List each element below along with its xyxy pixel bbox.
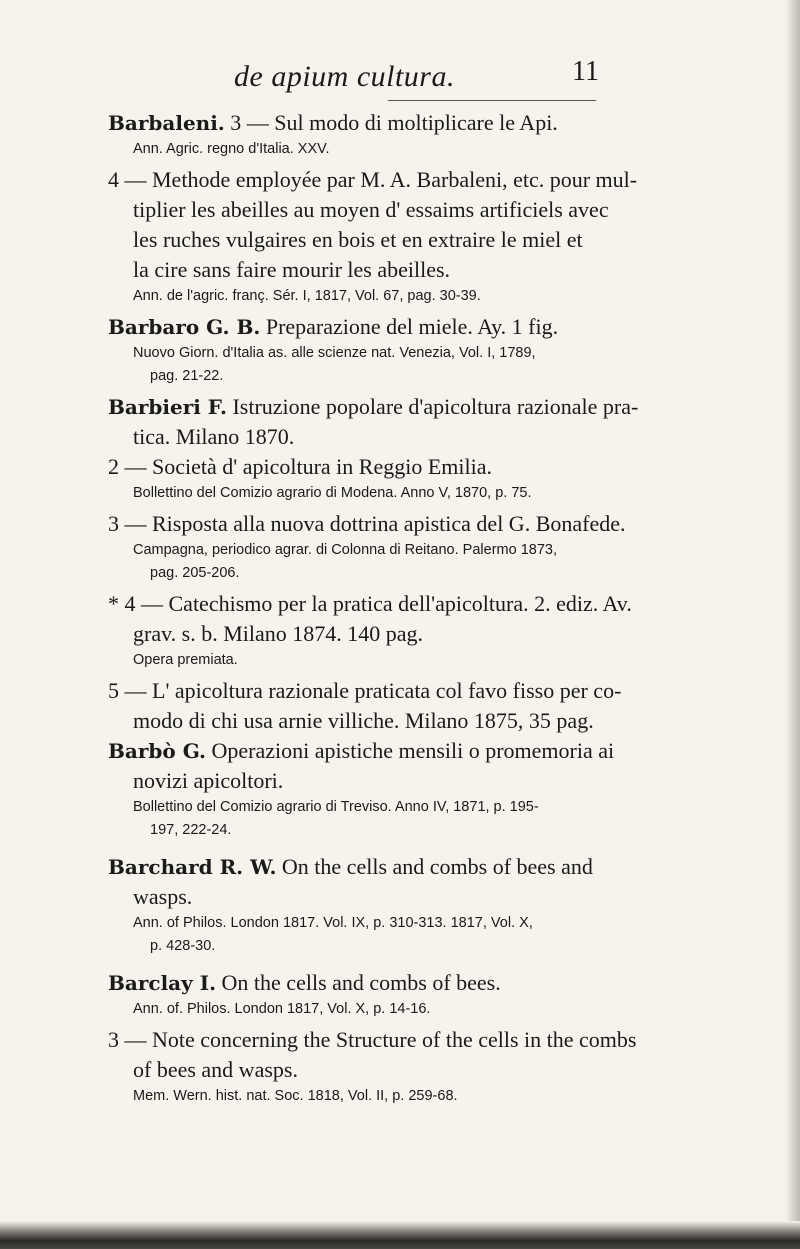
entry-line: tiplier les abeilles au moyen d' essaims artificiels avec (133, 197, 609, 222)
entry-author: Barbaro G. B. (108, 315, 261, 339)
entry-line: 5 — L' apicoltura razionale praticata col favo fisso per co- (108, 678, 622, 703)
entry-source: Ann. de l'agric. franç. Sér. I, 1817, Vol. 67, pag. 30-39. (133, 288, 481, 304)
entry-line: les ruches vulgaires en bois et en extraire le miel et (133, 227, 583, 252)
entry-line (108, 852, 778, 882)
entry-source: Ann. of Philos. London 1817. Vol. IX, p. 310-313. 1817, Vol. X, (133, 915, 533, 931)
entry-title: Preparazione del miele. Ay. 1 fig. (260, 314, 559, 339)
entry-source: Bollettino del Comizio agrario di Modena. Anno V, 1870, p. 75. (133, 485, 532, 501)
entry-line: tica. Milano 1870. (133, 424, 295, 449)
entry-title: Istruzione popolare d'apicoltura razionale pra- (226, 394, 639, 419)
entry-author: Barchard R. W. (108, 855, 277, 879)
entry-title: 3 — Sul modo di moltiplicare le Api. (224, 110, 558, 135)
entry-author: Barbò G. (108, 739, 207, 763)
entry-title: Operazioni apistiche mensili o promemoria ai (206, 738, 615, 763)
running-title: de apium cultura. (234, 60, 455, 93)
entry-source: p. 428-30. (150, 938, 216, 954)
page-edge-shadow (786, 0, 800, 1249)
entry-source: Opera premiata. (133, 652, 238, 668)
entry-source: pag. 21-22. (150, 368, 224, 384)
entry-line: modo di chi usa arnie villiche. Milano 1875, 35 pag. (133, 708, 594, 733)
entry-line: grav. s. b. Milano 1874. 140 pag. (133, 621, 424, 646)
entry-line: 2 — Società d' apicoltura in Reggio Emilia. (108, 454, 492, 479)
entry-source: Ann. of. Philos. London 1817, Vol. X, p. 14-16. (133, 1001, 431, 1017)
entry-source: Mem. Wern. hist. nat. Soc. 1818, Vol. II, p. 259-68. (133, 1088, 458, 1104)
entry-author: Barbaleni. (108, 111, 225, 135)
page-bottom-shadow (0, 1221, 800, 1249)
header-rule (388, 100, 596, 101)
bibliography-entries (108, 108, 778, 1112)
entry-source: Bollettino del Comizio agrario di Treviso. Anno IV, 1871, p. 195- (133, 799, 539, 815)
entry-line: 3 — Note concerning the Structure of the cells in the combs (108, 1027, 637, 1052)
entry-line (108, 312, 778, 342)
page-number: 11 (572, 56, 599, 87)
entry-line (108, 736, 778, 766)
entry-line: 3 — Risposta alla nuova dottrina apistica del G. Bonafede. (108, 511, 626, 536)
entry-line: la cire sans faire mourir les abeilles. (133, 257, 451, 282)
entry-line (108, 392, 778, 422)
entry-line: 4 — Methode employée par M. A. Barbaleni, etc. pour mul- (108, 167, 638, 192)
entry-author: Barclay I. (108, 971, 217, 995)
entry-line (108, 968, 778, 998)
entry-title: On the cells and combs of bees. (216, 970, 501, 995)
entry-source: Campagna, periodico agrar. di Colonna di Reitano. Palermo 1873, (133, 542, 557, 558)
entry-title: On the cells and combs of bees and (276, 854, 593, 879)
entry-source: Nuovo Giorn. d'Italia as. alle scienze nat. Venezia, Vol. I, 1789, (133, 345, 536, 361)
entry-author: Barbieri F. (108, 395, 227, 419)
entry-line: wasps. (133, 884, 193, 909)
entry-source: pag. 205-206. (150, 565, 240, 581)
entry-source: 197, 222-24. (150, 822, 232, 838)
entry-line (108, 108, 778, 138)
entry-line: of bees and wasps. (133, 1057, 298, 1082)
entry-line: novizi apicoltori. (133, 768, 284, 793)
entry-source: Ann. Agric. regno d'Italia. XXV. (133, 141, 330, 157)
entry-line: * 4 — Catechismo per la pratica dell'apicoltura. 2. ediz. Av. (108, 591, 632, 616)
